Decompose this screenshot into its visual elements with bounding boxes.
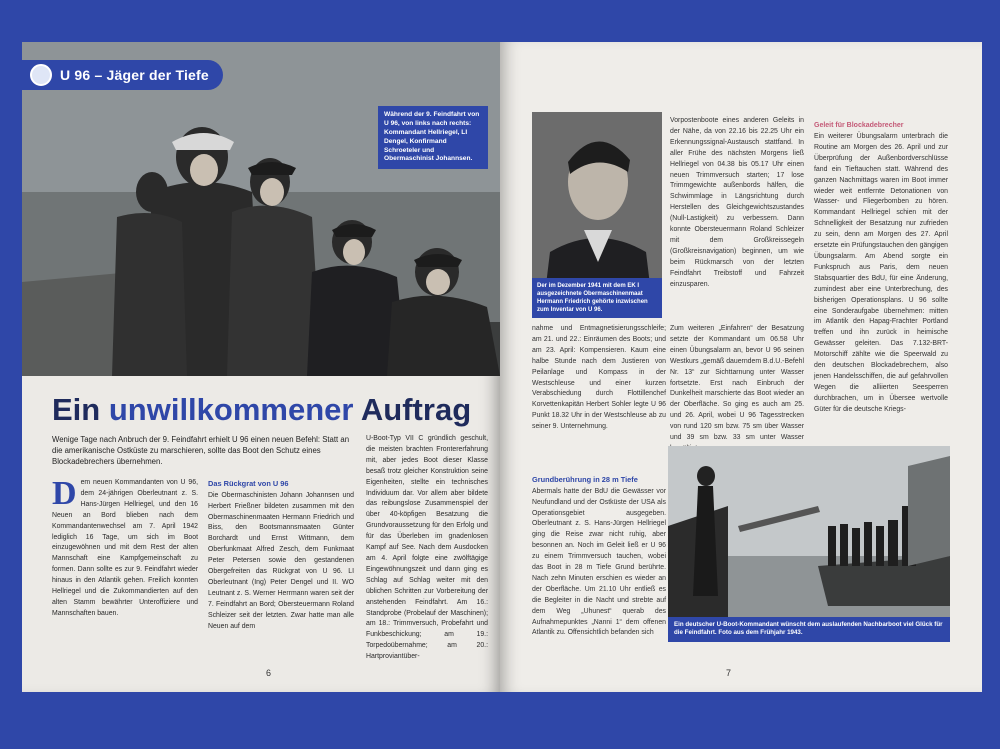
body-column-2-text: Die Obermaschinisten Johann Johannsen und Herbert Frießner bildeten zusammen mit den Obermaschinenmaaten Hermann Friedrich und Biss, den Bootsmannsmaaten Günter Borchardt und Ernst Wittmann, dem Oberfunkmaat Alfred Zesch, dem Funkmaat Peter Petersen sowie den gestandenen Obergefreiten das Rückgrat von U 96. LI Oberleutnant (Ing) Peter Dengel und II. WO Leutnant z. S. Werner Herrmann waren seit der 7. Feindfahrt an Bord; Obersteuermann Roland Schleizer seit der letzten. Zwar hatte man alle Neuen auf dem [208, 491, 354, 630]
section-logo-icon [30, 64, 52, 86]
title-part-3: Auftrag [353, 392, 472, 427]
right-column-far [814, 120, 948, 416]
hero-photo [22, 42, 500, 376]
portrait-caption: Der im Dezember 1941 mit dem EK I ausgezeichnete Obermaschinenmaat Hermann Friedrich gehörte inzwischen zum Inventar von U 96. [532, 278, 662, 318]
right-column-left-bottom [532, 474, 666, 639]
right-column-left-top: nahme und Entmagnetisierungsschleife; am 21. und 22.: Einräumen des Boots; und am 23. April: Kompensieren. Kaum eine halbe Stunde nach dem Justieren von Peilanlage und Kompass in der Westschleuse und einer kurzen Verabschiedung durch Flottillenchef Korvettenkapitän Herbert Sohler legte U 96 Punkt 18.32 Uhr in der Westschleuse ab zu seiner 9. Unternehmung. [532, 325, 666, 431]
subheading-grundberuehrung: Grundberührung in 28 m Tiefe [532, 475, 638, 484]
section-tag-label: U 96 – Jäger der Tiefe [60, 67, 209, 83]
title-part-1: Ein [52, 392, 109, 427]
title-part-2: unwillkommener [108, 392, 354, 427]
right-column-far-text: Ein weiterer Übungsalarm unterbrach die Routine am Morgen des 26. April und zur Überprüfung der Außenbordverschlüsse fand ein Tieftauchen statt. Während des ganzen Nachmittags waren im Boot immer wieder weit entfernte Detonationen von Wasser- und Fliegerbomben zu hören. Kommandant Hellriegel schien mit der Schnelligkeit der Besatzung nur zufrieden zu sein, denn am Morgen des 27. April ersetzte ein Prüfungstauchen den gängigen Übungsalarm. Am Abend sorgte ein Funkspruch aus Paris, dem neuen Stabsquartier des BdU, für eine Änderung, zumindest aber eine Unterbrechung, des bisherigen Operationsplans. U 96 sollte eine Sonderaufgabe übernehmen: mitten im Atlantik den Hapag-Frachter Portland treffen und ihn zurück in heimische Gewässer geleiten. Das 7.132-BRT-Motorschiff zählte wie die Speerwald zu den deutschen Blockadebrechern, also jenen Handelsschiffen, die auf gefahrvollen Wegen die alliierten Seesperren durchbrachen, um in Übersee wertvolle Güter für die deutsche Kriegs- [814, 133, 948, 413]
right-column-left-bottom-text: Abermals hatte der BdU die Gewässer vor Neufundland und der Ostküste der USA als Operationsgebiet ausgegeben. Oberleutnant z. S. Hans-Jürgen Hellriegel ging die Reise zwar nicht ruhig, aber besonnen an. Noch im Geleit ließ er U 96 zu einem Trimmversuch tauchen, wobei das Boot in 28 m Tiefe Grund berührte. Nach zehn Minuten erschien es wieder an der Oberfläche. Um 21.10 Uhr entließ es die Begleiter in die Nacht und strebte auf dem Weg „Uhunest“ querab des Aufnahmepunktes „Nanni 1“ dem offenen Atlantik zu. Offensichtlich befanden sich [532, 487, 666, 637]
page-number-right: 7 [726, 668, 732, 678]
ship-caption: Ein deutscher U-Boot-Kommandant wünscht dem auslaufenden Nachbarboot viel Glück für die Feindfahrt. Foto aus dem Frühjahr 1943. [668, 617, 950, 642]
article-lead: Wenige Tage nach Anbruch der 9. Feindfahrt erhielt U 96 einen neuen Befehl: Statt an die amerikanische Ostküste zu marschieren, sollte das Boot den Schutz eines Blockadebrechers übernehmen. [52, 435, 350, 467]
magazine-spread [22, 42, 982, 692]
body-column-3: U-Boot-Typ VII C gründlich geschult, die meisten brachten Frontererfahrung mit, aber jedes Boot dieser Klasse besaß trotz gleicher Konstruktion seine Eigenheiten, stellte ein technisches Individuum dar. Vor allem aber bildete das reibungslose Zusammenspiel der über 40-köpfigen Besatzung die Grundvoraussetzung für den Erfolg und für das Überleben im gnadenlosen Kampf auf See. Nach dem Ausdocken am 4. April folgte eine zwölftägige Eingewöhnungszeit und dann ging es Schlag auf Schlag weiter mit den üblichen Schritten zur Vorbereitung der anstehenden Feindfahrt. Am 16.: Standprobe (Probelauf der Maschinen); am 18.: Trimmversuch, Probefahrt und Funkbeschickung; am 19.: Torpedoübernahme; am 20.: Hartproviantüber- [366, 435, 488, 661]
right-page [500, 42, 982, 692]
subheading-backbone: Das Rückgrat von U 96 [208, 479, 289, 488]
section-tag [22, 60, 223, 90]
hero-caption: Während der 9. Feindfahrt von U 96, von links nach rechts: Kommandant Hellriegel, LI Dengel, Konfirmand Schroeteler und Obermaschinist Johannsen. [378, 106, 488, 169]
ship-photo [668, 446, 950, 642]
portrait-photo [532, 112, 662, 318]
right-column-mid-top: Vorpostenboote eines anderen Geleits in der Nähe, da von 22.16 bis 22.25 Uhr ein Erkennungssignal-Austausch stattfand. In aller Frühe des nächsten Morgens ließ Hellriegel von 04.38 bis 05.17 Uhr einen neuen Trimmversuch starten; 17 lose Trimmgewichte außenbords hälfen, die Schwimmlage in Längsrichtung durch Herstellen des Gleichgewichtszustandes (Null-Lastigkeit) zu verbessern. Dann konnte Obersteuermann Roland Schleizer mit dem Großkreissegeln (Großkreisnavigation) beginnen, um wie beim Rückmarsch von der letzten Feindfahrt Treibstoff und Fahrzeit einzusparen. [670, 117, 804, 288]
left-page [22, 42, 500, 692]
right-column-mid-bottom: Zum weiteren „Einfahren“ der Besatzung setzte der Kommandant um 06.58 Uhr einen Übungsalarm an, bevor U 96 seinen Westkurs „gemäß dauerndem B.d.U.-Befehl Nr. 13“ zur Sichttarnung unter Wasser fortsetzte. Erst nach Einbruch der Dunkelheit marschierte das Boot wieder an der Oberfläche. So ging es auch am 25. und 26. April, wobei U 96 Tagesstrecken von rund 120 sm bzw. 75 sm über Wasser und 39 sm bzw. 33 sm unter Wasser [670, 325, 804, 442]
body-column-2 [208, 478, 354, 632]
subheading-geleit: Geleit für Blockadebrecher [814, 122, 904, 129]
harbor-illustration [668, 446, 950, 642]
drop-cap: D [52, 475, 77, 512]
body-column-1-text: em neuen Kommandanten von U 96, dem 24-jährigen Oberleutnant z. S. Hans-Jürgen Hellriegel, und den 16 Neuen an Bord blieben nach dem Kommandantenwechsel am 7. April 1942 lediglich 16 Tage, um sich im Boot einzugewöhnen und mit dem Rest der alten Mannschaft eine Kampfgemeinschaft zu formen. Dann sollte es zur 9. Feindfahrt wieder hinaus in den Atlantik gehen. Freilich konnten Hellriegel und die Zukommandierten auf den alten Stamm bewährter Unteroffiziere und Mannschaften bauen. [52, 479, 198, 617]
article-title [52, 392, 471, 428]
crew-photo-illustration [22, 42, 500, 376]
body-column-1 [52, 475, 198, 620]
page-number-left: 6 [266, 668, 272, 678]
